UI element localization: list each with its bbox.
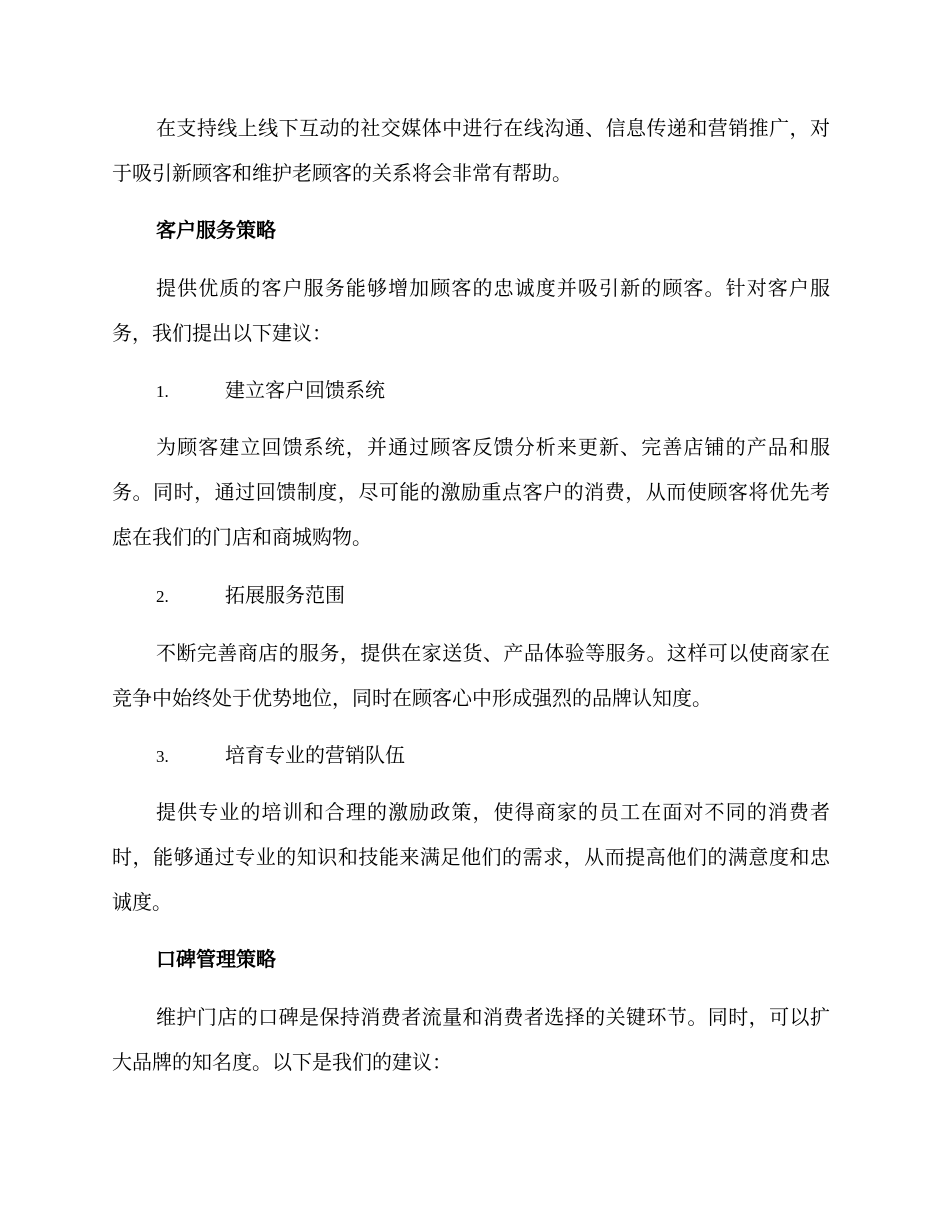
heading-customer-service: 客户服务策略 xyxy=(156,218,276,242)
heading-reputation: 口碑管理策略 xyxy=(156,947,276,971)
list-item-1 xyxy=(112,368,830,414)
list-number: 2. xyxy=(156,587,169,606)
list-number: 3. xyxy=(156,747,169,766)
list-item-2 xyxy=(112,573,830,619)
list-item-title: 拓展服务范围 xyxy=(225,583,345,607)
list-number: 1. xyxy=(156,382,169,401)
list-item-title: 培育专业的营销队伍 xyxy=(225,743,405,767)
list-item-title: 建立客户回馈系统 xyxy=(225,378,385,402)
paragraph-customer-service: 提供优质的客户服务能够增加顾客的忠诚度并吸引新的顾客。针对客户服务，我们提出以下建议： xyxy=(112,276,830,345)
paragraph-item-1: 为顾客建立回馈系统，并通过顾客反馈分析来更新、完善店铺的产品和服务。同时，通过回馈制度，尽可能的激励重点客户的消费，从而使顾客将优先考虑在我们的门店和商城购物。 xyxy=(112,435,830,549)
list-item-3 xyxy=(112,733,830,779)
paragraph-reputation: 维护门店的口碑是保持消费者流量和消费者选择的关键环节。同时，可以扩大品牌的知名度。以下是我们的建议： xyxy=(112,1005,830,1074)
paragraph-intro: 在支持线上线下互动的社交媒体中进行在线沟通、信息传递和营销推广，对于吸引新顾客和维护老顾客的关系将会非常有帮助。 xyxy=(112,116,830,185)
paragraph-item-3: 提供专业的培训和合理的激励政策，使得商家的员工在面对不同的消费者时，能够通过专业的知识和技能来满足他们的需求，从而提高他们的满意度和忠诚度。 xyxy=(112,800,830,914)
paragraph-item-2: 不断完善商店的服务，提供在家送货、产品体验等服务。这样可以使商家在竞争中始终处于优势地位，同时在顾客心中形成强烈的品牌认知度。 xyxy=(112,641,830,710)
